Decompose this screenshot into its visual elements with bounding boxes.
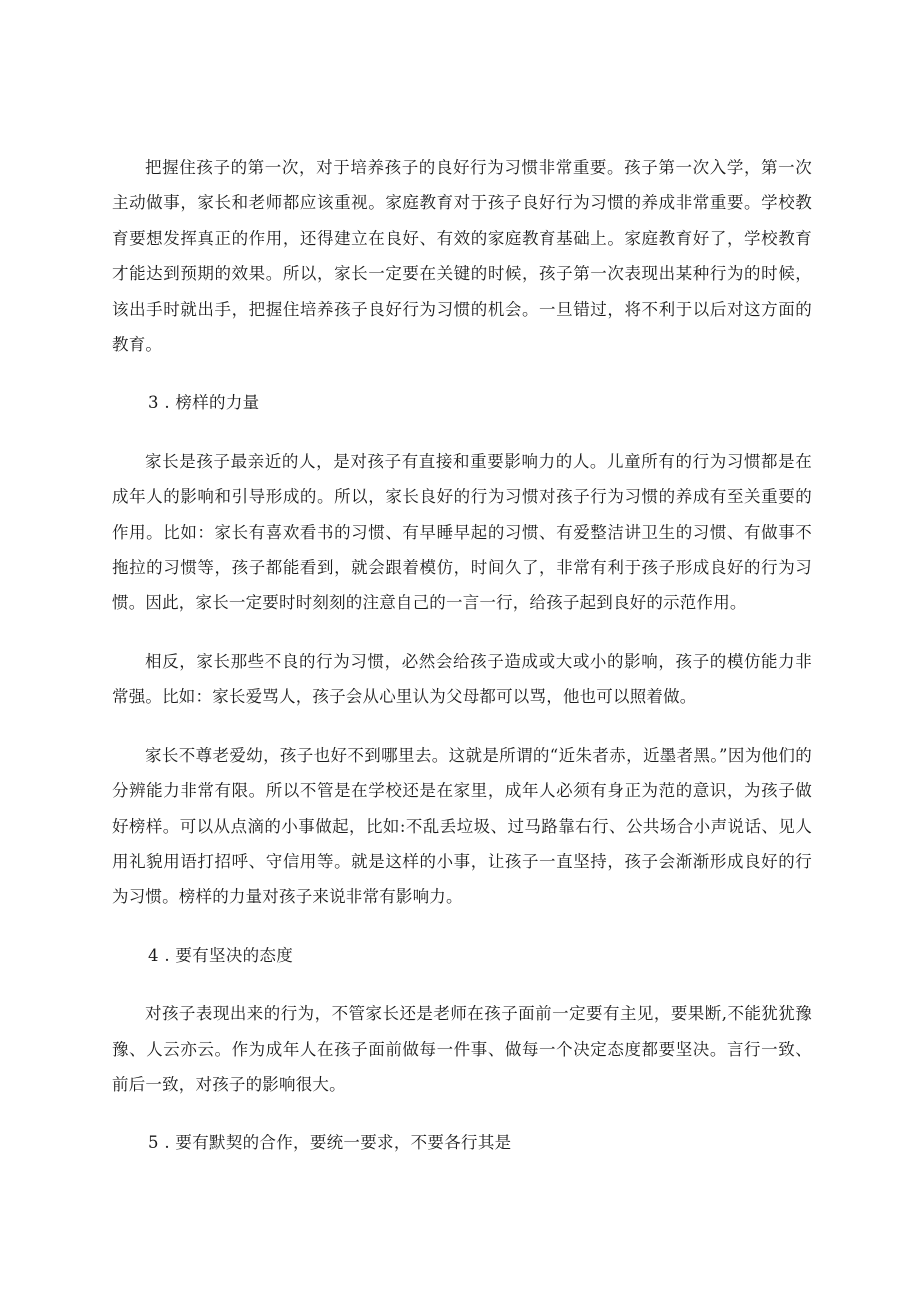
section-heading-5: 5 . 要有默契的合作，要统一要求，不要各行其是 bbox=[148, 1133, 512, 1153]
section-heading-4: 4 . 要有坚决的态度 bbox=[148, 945, 294, 965]
paragraph-role-model: 家长是孩子最亲近的人，是对孩子有直接和重要影响力的人。儿童所有的行为习惯都是在成年人的影响和引导形成的。所以，家长良好的行为习惯对孩子行为习惯的养成有至关重要的作用。比如：家长有喜欢看书的习惯、有早睡早起的习惯、有爱整洁讲卫生的习惯、有做事不拖拉的习惯等，孩子都能看到，就会跟着模仿，时间久了，非常有利于孩子形成良好的行为习惯。因此，家长一定要时时刻刻的注意自己的一言一行，给孩子起到良好的示范作用。 bbox=[112, 451, 812, 613]
paragraph-first-time: 把握住孩子的第一次，对于培养孩子的良好行为习惯非常重要。孩子第一次入学，第一次主动做事，家长和老师都应该重视。家庭教育对于孩子良好行为习惯的养成非常重要。学校教育要想发挥真正的作用，还得建立在良好、有效的家庭教育基础上。家庭教育好了，学校教育才能达到预期的效果。所以，家长一定要在关键的时候，孩子第一次表现出某种行为的时候，该出手时就出手，把握住培养孩子良好行为习惯的机会。一旦错过，将不利于以后对这方面的教育。 bbox=[112, 158, 812, 355]
spacer bbox=[112, 421, 812, 444]
paragraph-respect-elders: 家长不尊老爱幼，孩子也好不到哪里去。这就是所谓的“近朱者赤，近墨者黑。”因为他们的分辨能力非常有限。所以不管是在学校还是在家里，成年人必须有身正为范的意识，为孩子做好榜样。可以从点滴的小事做起，比如:不乱丢垃圾、过马路靠右行、公共场合小声说话、见人用礼貌用语打招呼、守信用等。就是这样的小事，让孩子一直坚持，孩子会渐渐形成良好的行为习惯。榜样的力量对孩子来说非常有影响力。 bbox=[112, 745, 812, 907]
spacer bbox=[112, 621, 812, 644]
spacer bbox=[112, 715, 812, 738]
spacer bbox=[112, 973, 812, 996]
document-body bbox=[112, 150, 812, 1161]
spacer bbox=[112, 915, 812, 938]
spacer bbox=[112, 1102, 812, 1125]
paragraph-firm-attitude: 对孩子表现出来的行为，不管家长还是老师在孩子面前一定要有主见，要果断,不能犹犹豫豫、人云亦云。作为成年人在孩子面前做每一件事、做每一个决定态度都要坚决。言行一致、前后一致，对孩子的影响很大。 bbox=[112, 1004, 812, 1094]
paragraph-bad-habits: 相反，家长那些不良的行为习惯，必然会给孩子造成或大或小的影响，孩子的模仿能力非常强。比如：家长爱骂人，孩子会从心里认为父母都可以骂，他也可以照着做。 bbox=[112, 651, 812, 707]
spacer bbox=[112, 362, 812, 385]
section-heading-3: 3 . 榜样的力量 bbox=[148, 393, 260, 413]
